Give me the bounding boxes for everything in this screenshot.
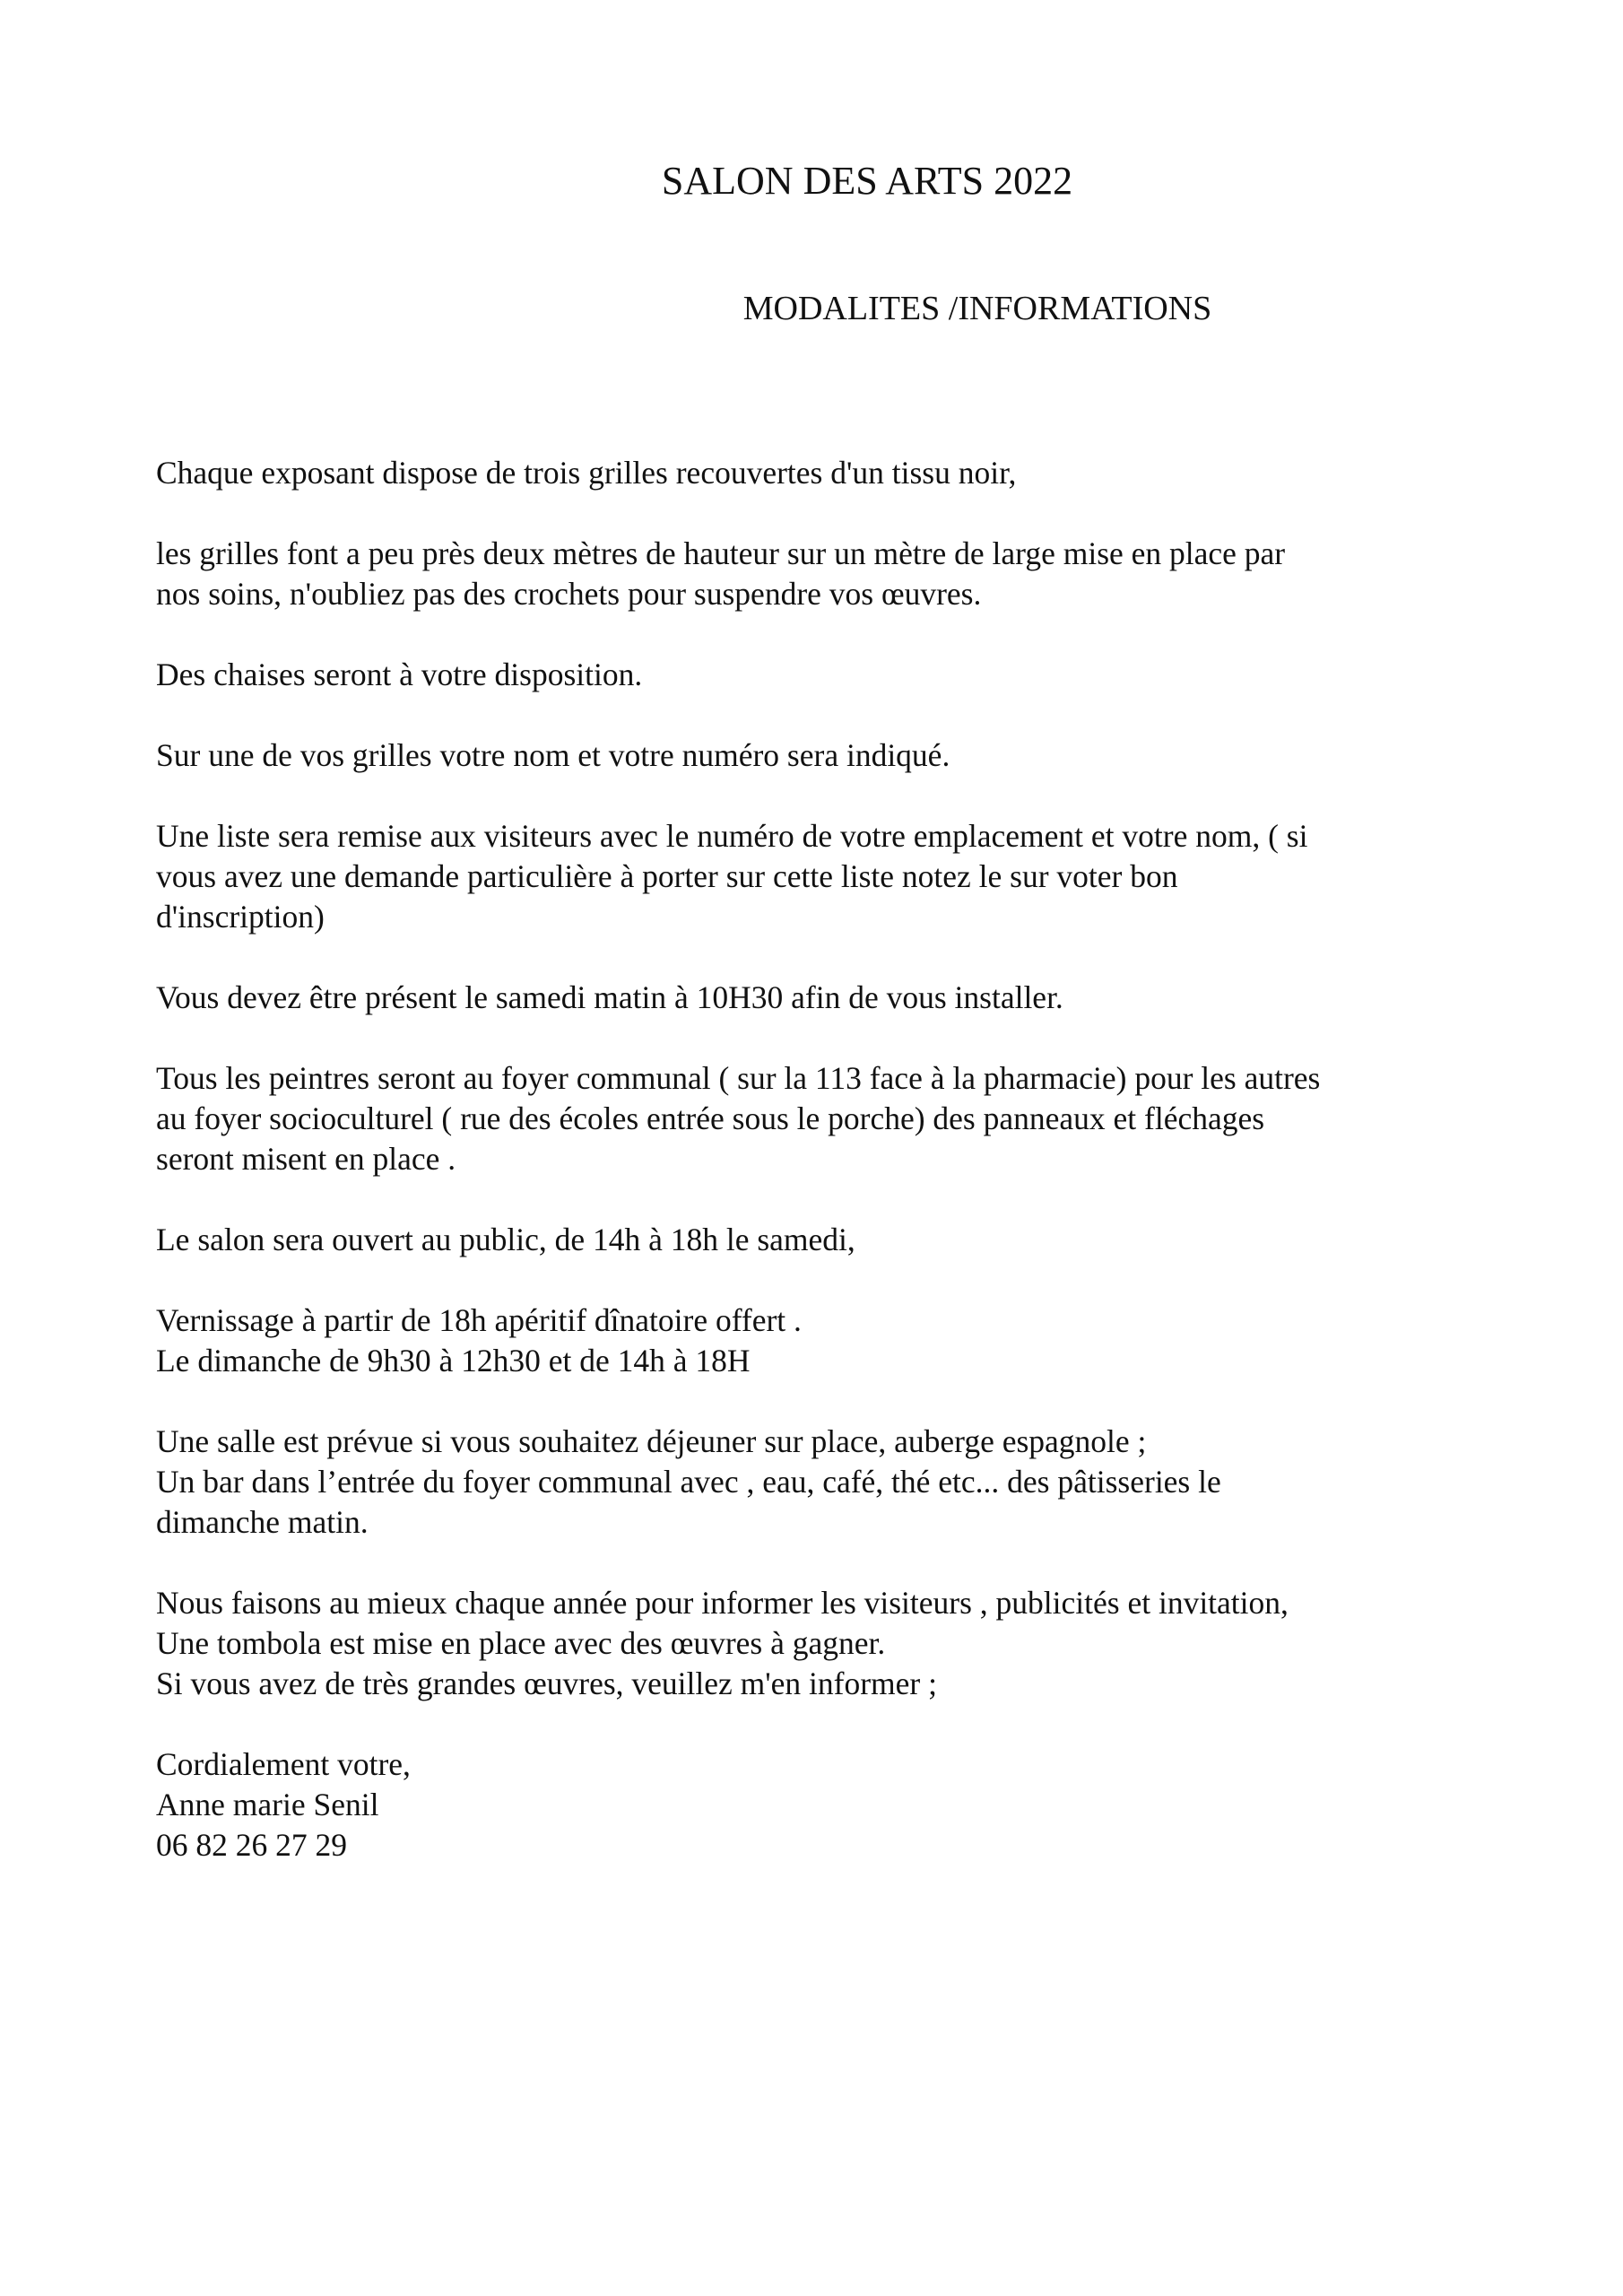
text-line: Un bar dans l’entrée du foyer communal avec , eau, café, thé etc... des pâtisseries le: [156, 1464, 1221, 1500]
paragraph-nom-numero: [156, 735, 1501, 776]
text-line: Une liste sera remise aux visiteurs avec le numéro de votre emplacement et votre nom, ( si: [156, 818, 1308, 854]
signature-phone: 06 82 26 27 29: [156, 1827, 347, 1863]
text-line: Des chaises seront à votre disposition.: [156, 657, 643, 692]
text-line: au foyer socioculturel ( rue des écoles entrée sous le porche) des panneaux et fléchages: [156, 1100, 1265, 1136]
paragraph-lieux: [156, 1058, 1501, 1179]
signature-block: [156, 1744, 1501, 1866]
text-line: Tous les peintres seront au foyer communal ( sur la 113 face à la pharmacie) pour les autres: [156, 1060, 1321, 1096]
text-line: dimanche matin.: [156, 1504, 369, 1540]
signature-closing: Cordialement votre,: [156, 1746, 411, 1782]
text-line: Vous devez être présent le samedi matin à 10H30 afin de vous installer.: [156, 979, 1063, 1015]
document-subtitle: MODALITES /INFORMATIONS: [742, 290, 1212, 327]
text-line: d'inscription): [156, 899, 325, 935]
paragraph-grilles-intro: [156, 453, 1501, 493]
text-line: Le salon sera ouvert au public, de 14h à 18h le samedi,: [156, 1222, 855, 1257]
text-line: Le dimanche de 9h30 à 12h30 et de 14h à 18H: [156, 1343, 751, 1378]
paragraph-grilles-dimensions: [156, 534, 1501, 614]
text-line: vous avez une demande particulière à porter sur cette liste notez le sur voter bon: [156, 858, 1178, 894]
text-line: nos soins, n'oubliez pas des crochets pour suspendre vos œuvres.: [156, 576, 982, 612]
paragraph-chaises: [156, 655, 1501, 695]
text-line: Une tombola est mise en place avec des œuvres à gagner.: [156, 1625, 886, 1661]
text-line: Chaque exposant dispose de trois grilles recouvertes d'un tissu noir,: [156, 455, 1017, 491]
paragraph-publicite-tombola: [156, 1583, 1501, 1704]
signature-name: Anne marie Senil: [156, 1787, 379, 1822]
text-line: Si vous avez de très grandes œuvres, veuillez m'en informer ;: [156, 1665, 937, 1701]
paragraph-horaire-installation: [156, 978, 1501, 1018]
paragraph-liste-visiteurs: [156, 816, 1501, 937]
paragraph-ouverture-public: [156, 1220, 1501, 1260]
text-line: Une salle est prévue si vous souhaitez déjeuner sur place, auberge espagnole ;: [156, 1423, 1147, 1459]
text-line: seront misent en place .: [156, 1141, 456, 1177]
paragraph-vernissage: [156, 1300, 1501, 1381]
document-body: [156, 453, 1501, 1906]
text-line: les grilles font a peu près deux mètres de hauteur sur un mètre de large mise en place par: [156, 535, 1286, 571]
paragraph-restauration: [156, 1422, 1501, 1543]
text-line: Sur une de vos grilles votre nom et votre numéro sera indiqué.: [156, 737, 950, 773]
document-title: SALON DES ARTS 2022: [661, 159, 1073, 203]
text-line: Nous faisons au mieux chaque année pour informer les visiteurs , publicités et invitation,: [156, 1585, 1289, 1621]
text-line: Vernissage à partir de 18h apéritif dînatoire offert .: [156, 1302, 802, 1338]
